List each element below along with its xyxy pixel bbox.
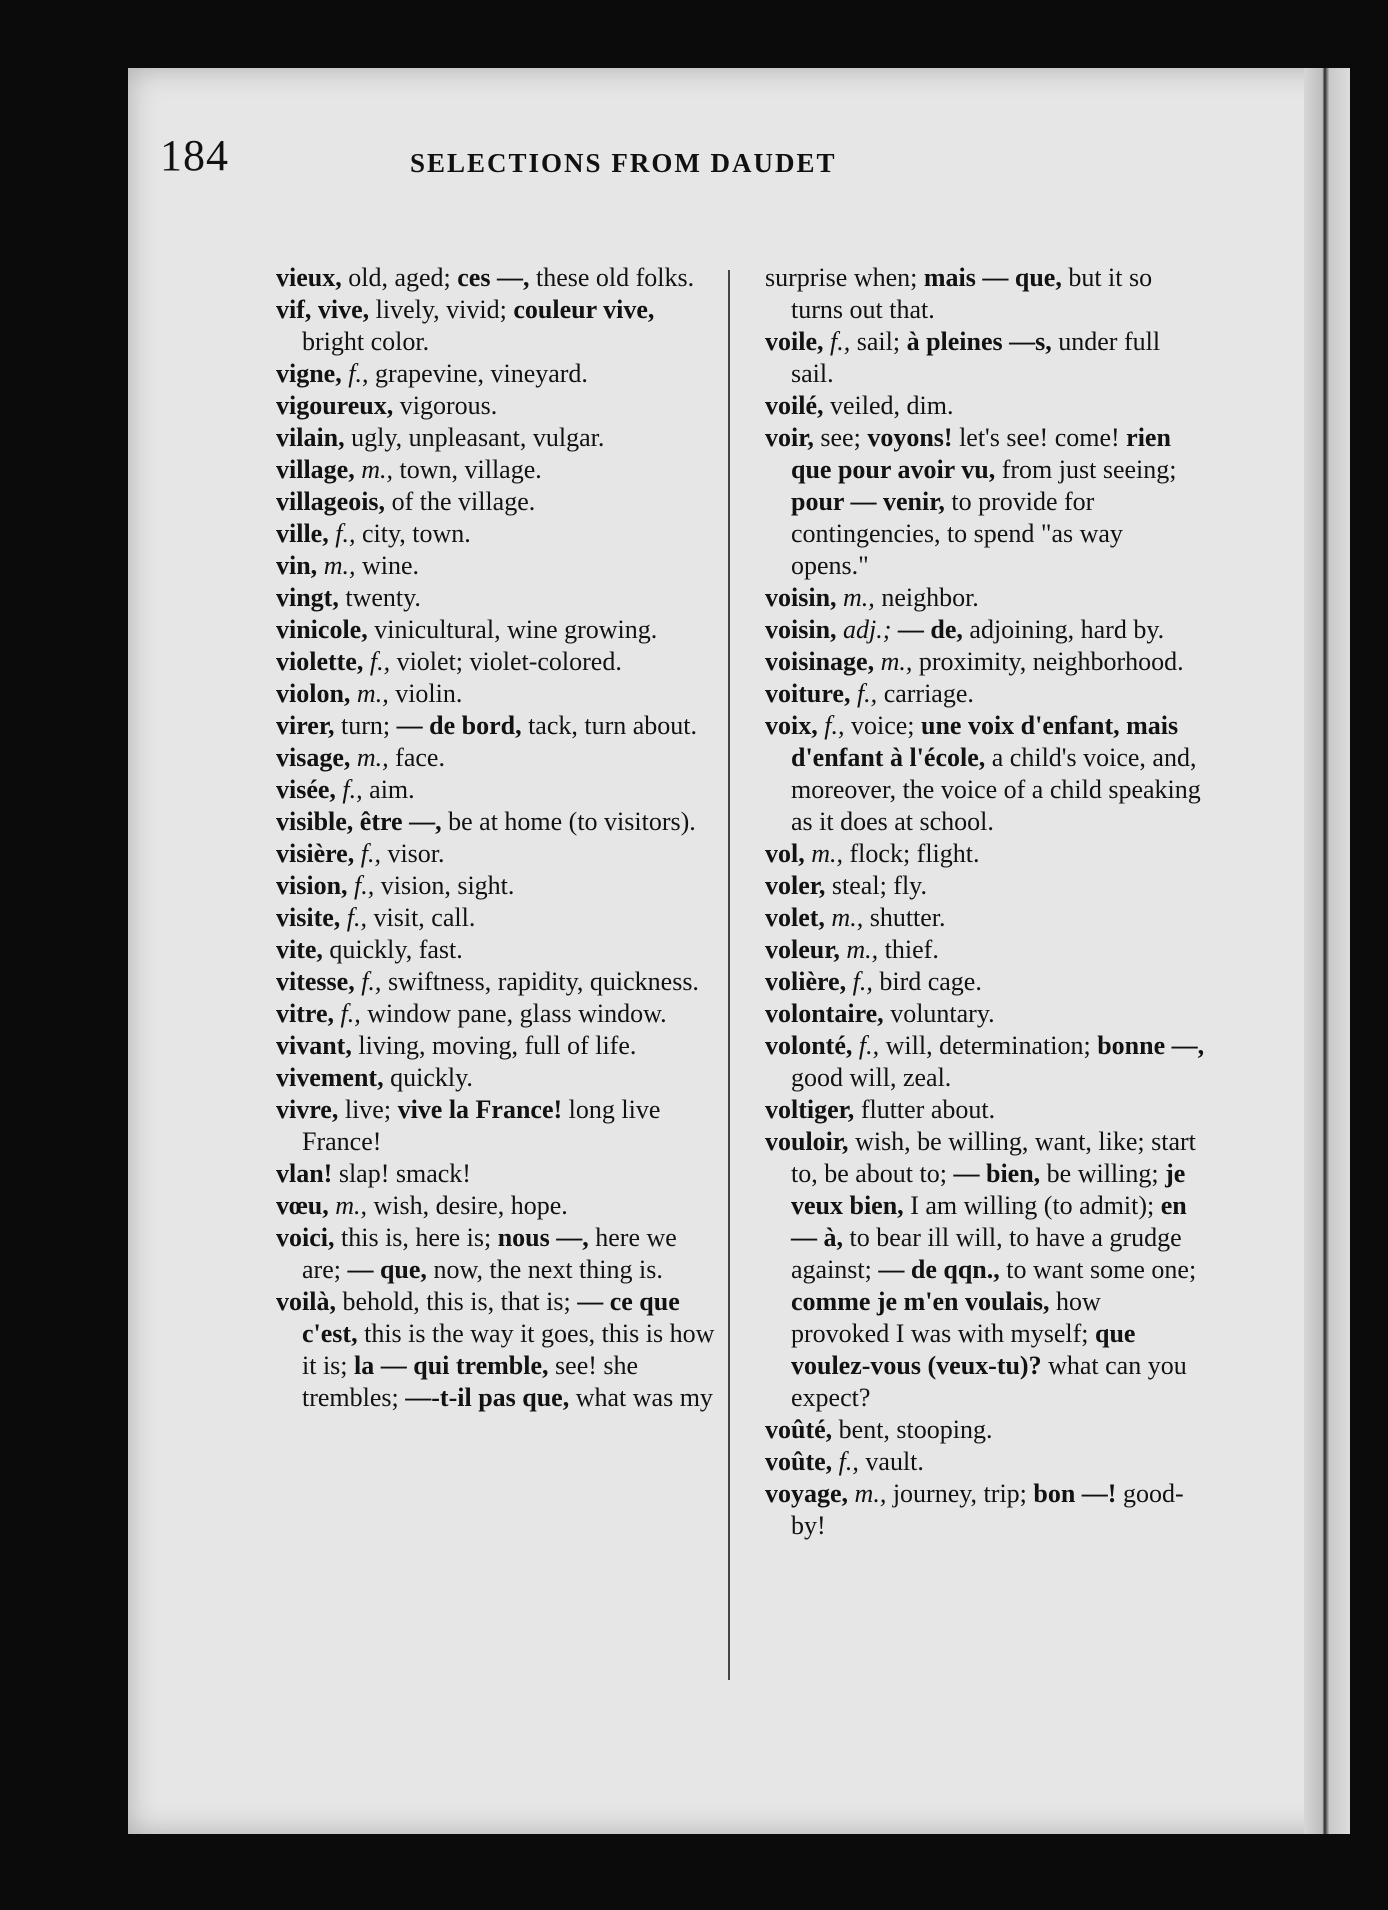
grammar-label: m., — [335, 1191, 368, 1220]
dictionary-entry — [765, 582, 1205, 614]
definition-text: carriage. — [877, 679, 974, 708]
phrase: — ce que c'est, — [302, 1287, 680, 1348]
dictionary-entry — [765, 902, 1205, 934]
dictionary-entry — [276, 1222, 716, 1286]
dictionary-entry — [765, 678, 1205, 710]
definition-text: window pane, glass window. — [360, 999, 667, 1028]
phrase: bonne —, — [1097, 1031, 1205, 1060]
definition-text: thief. — [878, 935, 939, 964]
definition-text: but it so turns out that. — [791, 263, 1153, 324]
dictionary-entry — [276, 486, 716, 518]
definition-text: I am willing (to admit); — [903, 1191, 1161, 1220]
grammar-label: f., — [340, 999, 361, 1028]
headword: vlan! — [276, 1159, 333, 1188]
definition-text: turn; — [334, 711, 397, 740]
phrase: bon —! — [1033, 1479, 1117, 1508]
phrase: en — à, — [791, 1191, 1187, 1252]
headword: vouloir, — [765, 1127, 849, 1156]
definition-text: what can you expect? — [791, 1351, 1187, 1412]
phrase: je veux bien, — [791, 1159, 1186, 1220]
headword: voisin, — [765, 615, 837, 644]
running-title: SELECTIONS FROM DAUDET — [410, 148, 837, 178]
dictionary-entry — [276, 806, 716, 838]
definition-text: old, aged; — [341, 263, 458, 292]
definition-text: a child's voice, and, moreover, the voice of a child speaking as it does at school. — [791, 743, 1201, 836]
grammar-label: f., — [348, 359, 369, 388]
phrase: couleur vive, — [513, 295, 655, 324]
grammar-label: m., — [356, 679, 389, 708]
definition-text: wine. — [355, 551, 420, 580]
dictionary-entry — [276, 1190, 716, 1222]
definition-text: flutter about. — [854, 1095, 996, 1124]
definition-text: face. — [388, 743, 445, 772]
definition-text: living, moving, full of life. — [351, 1031, 637, 1060]
definition-text: how provoked I was with myself; — [791, 1287, 1101, 1348]
definition-text: surprise when; — [765, 263, 924, 292]
headword: virer, — [276, 711, 335, 740]
grammar-label: m., — [843, 583, 875, 612]
dictionary-entry — [765, 934, 1205, 966]
definition-text: quickly, fast. — [322, 935, 463, 964]
definition-text: proximity, neighborhood. — [912, 647, 1184, 676]
definition-text: journey, trip; — [886, 1479, 1034, 1508]
headword: vigoureux, — [276, 391, 394, 420]
headword: volontaire, — [765, 999, 884, 1028]
definition-text: to want some one; — [999, 1255, 1197, 1284]
dictionary-entry — [276, 1094, 716, 1158]
definition-text: vigorous. — [393, 391, 498, 420]
definition-text: this is, here is; — [334, 1223, 498, 1252]
headword: voilà, — [276, 1287, 336, 1316]
definition-text: lively, vivid; — [369, 295, 514, 324]
headword: vol, — [765, 839, 805, 868]
dictionary-entry — [276, 294, 716, 358]
definition-text: let's see! come! — [952, 423, 1127, 452]
definition-text: swiftness, rapidity, quickness. — [381, 967, 699, 996]
headword: voisin, — [765, 583, 837, 612]
phrase: — de, — [897, 615, 963, 644]
headword: vilain, — [276, 423, 345, 452]
headword: violette, — [276, 647, 364, 676]
grammar-label: f., — [852, 967, 873, 996]
definition-text: good will, zeal. — [791, 1063, 952, 1092]
headword: vivement, — [276, 1063, 384, 1092]
grammar-label: m., — [831, 903, 864, 932]
definition-text: ugly, unpleasant, vulgar. — [344, 423, 605, 452]
definition-text: vault. — [858, 1447, 924, 1476]
dictionary-entry — [765, 390, 1205, 422]
headword: visite, — [276, 903, 341, 932]
definition-text: here we are; — [302, 1223, 677, 1284]
left-column — [276, 262, 716, 1414]
definition-text: twenty. — [338, 583, 421, 612]
page-header — [160, 118, 980, 178]
phrase: que voulez-vous (veux-tu)? — [791, 1319, 1136, 1380]
definition-text: sail; — [850, 327, 907, 356]
dictionary-entry — [765, 422, 1205, 582]
headword: voir, — [765, 423, 814, 452]
definition-text: grapevine, vineyard. — [368, 359, 588, 388]
dictionary-entry — [765, 966, 1205, 998]
headword: village, — [276, 455, 355, 484]
definition-text: from just seeing; — [995, 455, 1177, 484]
dictionary-entry — [276, 454, 716, 486]
headword: voix, — [765, 711, 818, 740]
headword: voltiger, — [765, 1095, 855, 1124]
phrase: — bien, — [953, 1159, 1041, 1188]
definition-text: these old folks. — [529, 263, 695, 292]
dictionary-entry — [765, 326, 1205, 390]
dictionary-entry — [276, 358, 716, 390]
definition-text: this is the way it goes, this is how it is; — [302, 1319, 715, 1380]
definition-text: adjoining, hard by. — [962, 615, 1165, 644]
phrase: à pleines —s, — [906, 327, 1052, 356]
phrase: la — qui tremble, — [354, 1351, 549, 1380]
definition-text: city, town. — [355, 519, 471, 548]
headword: visible, être —, — [276, 807, 442, 836]
headword: vivre, — [276, 1095, 339, 1124]
dictionary-entry — [276, 774, 716, 806]
definition-text: see; — [813, 423, 868, 452]
grammar-label: m., — [846, 935, 879, 964]
dictionary-entry — [276, 550, 716, 582]
dictionary-entry — [276, 902, 716, 934]
headword: vitre, — [276, 999, 334, 1028]
definition-text: vinicultural, wine growing. — [367, 615, 658, 644]
definition-text: good-by! — [791, 1479, 1184, 1540]
dictionary-entry — [276, 742, 716, 774]
headword: voleur, — [765, 935, 840, 964]
headword: vision, — [276, 871, 348, 900]
dictionary-entry — [276, 1062, 716, 1094]
dictionary-entry — [276, 678, 716, 710]
dictionary-entry — [276, 1286, 716, 1414]
dictionary-entry — [276, 262, 716, 294]
dictionary-entry — [276, 934, 716, 966]
headword: vif, vive, — [276, 295, 370, 324]
dictionary-entry — [765, 998, 1205, 1030]
definition-text: wish, be willing, want, like; start to, be about to; — [791, 1127, 1196, 1188]
dictionary-entry — [765, 262, 1205, 326]
grammar-label: m., — [811, 839, 844, 868]
grammar-label: f., — [856, 679, 878, 708]
headword: voisinage, — [765, 647, 875, 676]
grammar-label: f., — [360, 839, 381, 868]
dictionary-entry — [765, 710, 1205, 838]
headword: vitesse, — [276, 967, 355, 996]
grammar-label: f., — [830, 327, 851, 356]
definition-text: slap! smack! — [332, 1159, 471, 1188]
definition-text: behold, this is, that is; — [335, 1287, 578, 1316]
definition-text: voice; — [844, 711, 921, 740]
headword: vivant, — [276, 1031, 352, 1060]
grammar-label: f., — [858, 1031, 880, 1060]
headword: volière, — [765, 967, 847, 996]
headword: ville, — [276, 519, 329, 548]
headword: volet, — [765, 903, 825, 932]
grammar-label: m., — [361, 455, 393, 484]
phrase: pour — venir, — [791, 487, 945, 516]
definition-text: quickly. — [383, 1063, 473, 1092]
grammar-label: f., — [335, 519, 356, 548]
grammar-label: m., — [854, 1479, 887, 1508]
grammar-label: f., — [838, 1447, 859, 1476]
headword: vigne, — [276, 359, 342, 388]
phrase: — de bord, — [396, 711, 522, 740]
definition-text: tack, turn about. — [521, 711, 698, 740]
dictionary-entry — [765, 646, 1205, 678]
dictionary-entry — [765, 1126, 1205, 1414]
definition-text: bird cage. — [872, 967, 982, 996]
definition-text: under full sail. — [791, 327, 1161, 388]
definition-text: aim. — [362, 775, 415, 804]
definition-text: violet; violet-colored. — [390, 647, 622, 676]
page-edge — [1304, 68, 1350, 1834]
definition-text: shutter. — [863, 903, 946, 932]
definition-text: bent, stooping. — [832, 1415, 993, 1444]
headword: visière, — [276, 839, 355, 868]
dictionary-entry — [765, 614, 1205, 646]
grammar-label: adj.; — [843, 615, 892, 644]
headword: volonté, — [765, 1031, 853, 1060]
dictionary-entry — [765, 1446, 1205, 1478]
definition-text: visit, call. — [367, 903, 476, 932]
definition-text: be willing; — [1040, 1159, 1166, 1188]
grammar-label: f., — [342, 775, 363, 804]
definition-text: vision, sight. — [374, 871, 515, 900]
headword: villageois, — [276, 487, 386, 516]
definition-text: visor. — [380, 839, 445, 868]
definition-text: voluntary. — [883, 999, 995, 1028]
definition-text: veiled, dim. — [823, 391, 954, 420]
dictionary-entry — [276, 966, 716, 998]
dictionary-entry — [276, 838, 716, 870]
column-divider — [728, 270, 730, 1680]
definition-text: will, determination; — [879, 1031, 1098, 1060]
dictionary-entry — [765, 1414, 1205, 1446]
dictionary-entry — [765, 838, 1205, 870]
grammar-label: f., — [824, 711, 845, 740]
definition-text: flock; flight. — [843, 839, 980, 868]
definition-text: be at home (to visitors). — [441, 807, 696, 836]
headword: voile, — [765, 327, 824, 356]
grammar-label: m., — [323, 551, 356, 580]
headword: visage, — [276, 743, 351, 772]
phrase: une voix d'enfant, mais d'enfant à l'école, — [791, 711, 1179, 772]
dictionary-entry — [276, 710, 716, 742]
dictionary-entry — [276, 582, 716, 614]
dictionary-entry — [765, 1094, 1205, 1126]
dictionary-entry — [765, 1478, 1205, 1542]
definition-text: see! she trembles; — [302, 1351, 639, 1412]
grammar-label: f., — [369, 647, 391, 676]
headword: voici, — [276, 1223, 335, 1252]
dictionary-entry — [276, 646, 716, 678]
definition-text: to provide for contingencies, to spend "as way opens." — [791, 487, 1123, 580]
grammar-label: f., — [361, 967, 382, 996]
definition-text: now, the next thing is. — [426, 1255, 663, 1284]
headword: voûte, — [765, 1447, 833, 1476]
headword: vin, — [276, 551, 318, 580]
definition-text: town, village. — [393, 455, 542, 484]
headword: vieux, — [276, 263, 342, 292]
definition-text: long live France! — [302, 1095, 661, 1156]
phrase: comme je m'en voulais, — [791, 1287, 1050, 1316]
right-column — [765, 262, 1205, 1542]
phrase: nous —, — [497, 1223, 589, 1252]
dictionary-entry — [276, 390, 716, 422]
dictionary-entry — [276, 870, 716, 902]
phrase: mais — que, — [923, 263, 1062, 292]
page-number: 184 — [160, 131, 229, 180]
definition-text: bright color. — [302, 327, 430, 356]
headword: violon, — [276, 679, 351, 708]
definition-text: wish, desire, hope. — [367, 1191, 568, 1220]
phrase: voyons! — [867, 423, 953, 452]
headword: vite, — [276, 935, 323, 964]
dictionary-entry — [276, 998, 716, 1030]
grammar-label: m., — [356, 743, 389, 772]
definition-text: steal; fly. — [825, 871, 927, 900]
phrase: — que, — [347, 1255, 427, 1284]
dictionary-entry — [765, 870, 1205, 902]
headword: visée, — [276, 775, 336, 804]
grammar-label: f., — [354, 871, 375, 900]
definition-text: of the village. — [385, 487, 536, 516]
grammar-label: f., — [346, 903, 367, 932]
phrase: vive la France! — [397, 1095, 563, 1124]
dictionary-entry — [276, 1158, 716, 1190]
definition-text: violin. — [388, 679, 463, 708]
headword: voler, — [765, 871, 826, 900]
headword: vœu, — [276, 1191, 329, 1220]
dictionary-entry — [276, 518, 716, 550]
phrase: —-t-il pas que, — [405, 1383, 570, 1412]
definition-text: live; — [338, 1095, 398, 1124]
phrase: — de qqn., — [878, 1255, 1000, 1284]
dictionary-entry — [765, 1030, 1205, 1094]
definition-text: to bear ill will, to have a grudge against; — [791, 1223, 1182, 1284]
headword: vinicole, — [276, 615, 368, 644]
headword: vingt, — [276, 583, 339, 612]
headword: voiture, — [765, 679, 851, 708]
phrase: ces —, — [457, 263, 530, 292]
headword: voilé, — [765, 391, 824, 420]
grammar-label: m., — [880, 647, 913, 676]
phrase: rien que pour avoir vu, — [791, 423, 1171, 484]
definition-text: neighbor. — [874, 583, 979, 612]
dictionary-entry — [276, 1030, 716, 1062]
dictionary-entry — [276, 422, 716, 454]
dictionary-entry — [276, 614, 716, 646]
headword: voyage, — [765, 1479, 849, 1508]
headword: voûté, — [765, 1415, 833, 1444]
definition-text: what was my — [569, 1383, 713, 1412]
